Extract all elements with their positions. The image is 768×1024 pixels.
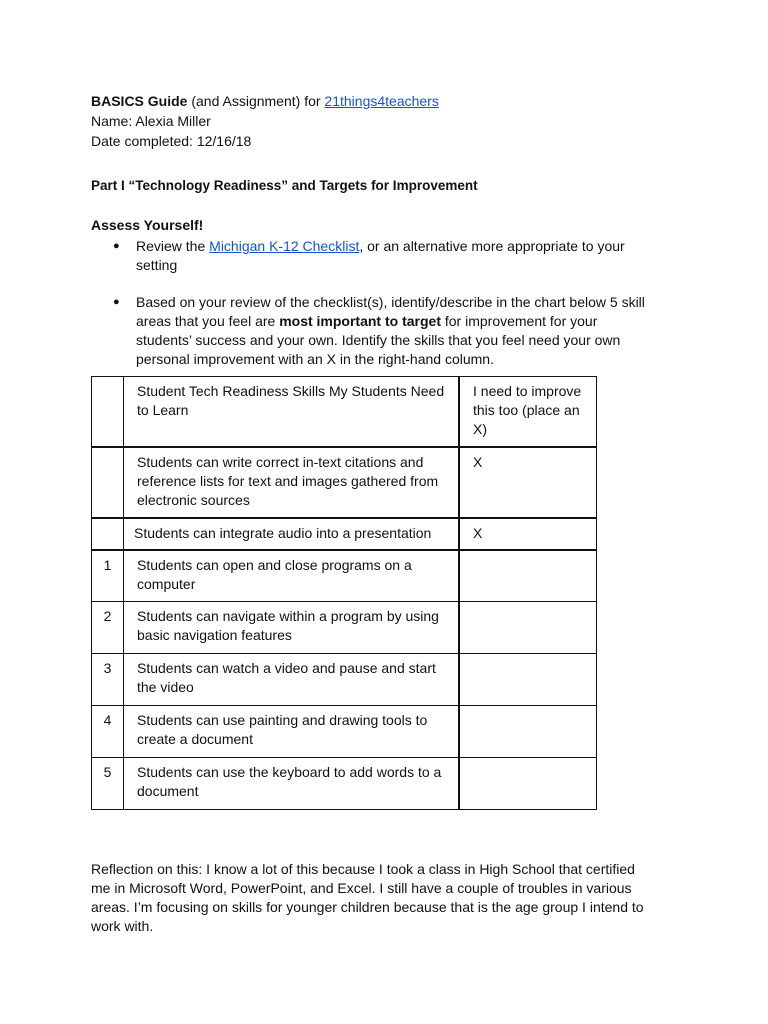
guide-title-line [91,91,651,111]
row-num [92,447,124,518]
row-skill: Students can integrate audio into a presentation [124,518,460,550]
bullet-1-pre: Review the [136,238,210,254]
bullet-2-bold: most important to target [279,313,441,329]
row-num [92,518,124,550]
bullet-2-post: for improvement for your students’ success and your own. Identify the skills that you feel need your own personal improvement with an X in the right-hand column. [136,313,621,367]
table-row [92,518,597,550]
guide-title-rest: (and Assignment) for [187,93,325,109]
row-improve-mark [459,654,597,706]
reflection-paragraph: Reflection on this: I know a lot of this because I took a class in High School that certified me in Microsoft Word, PowerPoint, and Excel. I still have a couple of troubles in various areas. I’m focusing on skills for younger children because that is the age group I intend to work with. [91,861,644,934]
row-num: 5 [92,758,124,810]
row-skill: Students can open and close programs on a computer [124,550,460,602]
bullet-2-pre: Based on your review of the checklist(s), identify/describe in the chart below 5 skill areas that you feel are [136,294,645,329]
michigan-checklist-link[interactable]: Michigan K-12 Checklist [209,238,360,254]
table-row [92,654,597,706]
table-row [92,550,597,602]
table-row [92,602,597,654]
table-header-row [92,377,597,447]
skills-table [91,376,597,810]
assess-title: Assess Yourself! [91,217,204,233]
row-improve-mark [459,758,597,810]
row-improve-mark: X [459,518,597,550]
row-num: 1 [92,550,124,602]
row-improve-mark [459,706,597,758]
header-skill-cell: Student Tech Readiness Skills My Students Need to Learn [124,377,460,447]
row-skill: Students can navigate within a program by using basic navigation features [124,602,460,654]
list-item [91,293,651,369]
bullet-icon: ● [113,296,120,308]
bullet-icon: ● [113,240,120,252]
table-row [92,706,597,758]
row-improve-mark [459,602,597,654]
document-body [91,91,651,387]
table-row [92,447,597,518]
guide-title: BASICS Guide [91,93,188,109]
row-improve-mark: X [459,447,597,518]
row-num: 3 [92,654,124,706]
name-line: Name: Alexia Miller [91,113,211,129]
row-num: 2 [92,602,124,654]
row-skill: Students can write correct in-text citations and reference lists for text and images gathered from electronic sources [124,447,460,518]
header-num-cell [92,377,124,447]
bullet-1-post: , or an alternative more appropriate to your setting [136,238,625,273]
list-item [91,237,651,275]
instruction-list [91,237,651,369]
part-title: Part I “Technology Readiness” and Targets for Improvement [91,178,478,193]
row-num: 4 [92,706,124,758]
21things-link[interactable]: 21things4teachers [324,93,439,109]
row-skill: Students can watch a video and pause and start the video [124,654,460,706]
row-skill: Students can use painting and drawing tools to create a document [124,706,460,758]
date-line: Date completed: 12/16/18 [91,133,252,149]
header-improve-cell: I need to improve this too (place an X) [459,377,597,447]
table-row [92,758,597,810]
row-improve-mark [459,550,597,602]
row-skill: Students can use the keyboard to add words to a document [124,758,460,810]
